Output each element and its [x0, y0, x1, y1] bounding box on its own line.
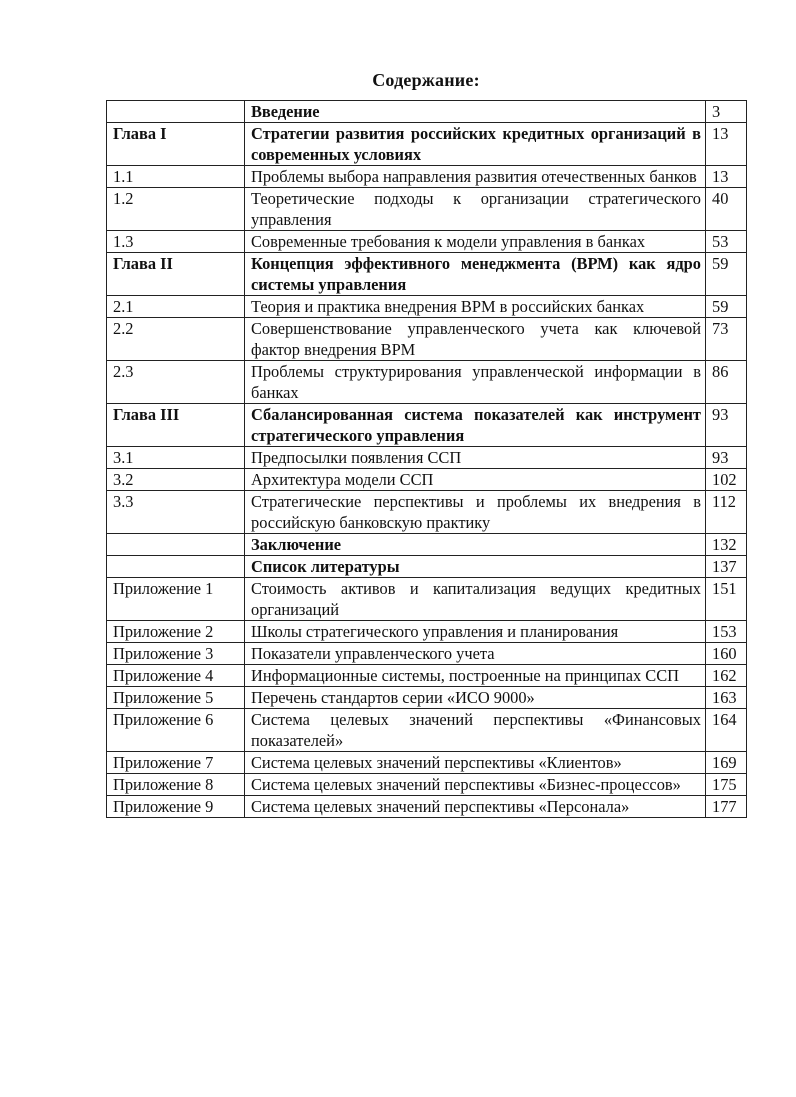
toc-row	[107, 469, 747, 491]
toc-page: 163	[706, 687, 747, 709]
toc-page: 59	[706, 296, 747, 318]
toc-row	[107, 123, 747, 166]
toc-title: Перечень стандартов серии «ИСО 9000»	[245, 687, 706, 709]
toc-number: 3.2	[107, 469, 245, 491]
toc-number: 2.1	[107, 296, 245, 318]
toc-row	[107, 687, 747, 709]
toc-number: Приложение 8	[107, 774, 245, 796]
toc-number: Глава III	[107, 404, 245, 447]
toc-page: 112	[706, 491, 747, 534]
toc-number: 2.3	[107, 361, 245, 404]
toc-page: 164	[706, 709, 747, 752]
toc-row	[107, 361, 747, 404]
toc-title: Сбалансированная система показателей как инструмент стратегического управления	[245, 404, 706, 447]
toc-number: Приложение 5	[107, 687, 245, 709]
toc-title: Система целевых значений перспективы «Финансовых показателей»	[245, 709, 706, 752]
toc-page: 175	[706, 774, 747, 796]
toc-page: 93	[706, 447, 747, 469]
toc-row	[107, 774, 747, 796]
toc-row	[107, 166, 747, 188]
toc-page: 132	[706, 534, 747, 556]
toc-title: Система целевых значений перспективы «Бизнес-процессов»	[245, 774, 706, 796]
toc-number: Приложение 4	[107, 665, 245, 687]
toc-title: Теория и практика внедрения ВРМ в российских банках	[245, 296, 706, 318]
toc-row	[107, 231, 747, 253]
toc-number	[107, 534, 245, 556]
toc-number: Приложение 6	[107, 709, 245, 752]
toc-row	[107, 556, 747, 578]
toc-number: Приложение 9	[107, 796, 245, 818]
toc-page: 169	[706, 752, 747, 774]
toc-title: Система целевых значений перспективы «Клиентов»	[245, 752, 706, 774]
toc-page: 93	[706, 404, 747, 447]
toc-title: Совершенствование управленческого учета как ключевой фактор внедрения ВРМ	[245, 318, 706, 361]
toc-title: Система целевых значений перспективы «Персонала»	[245, 796, 706, 818]
toc-page: 53	[706, 231, 747, 253]
toc-row	[107, 101, 747, 123]
toc-title: Современные требования к модели управления в банках	[245, 231, 706, 253]
toc-number: Приложение 3	[107, 643, 245, 665]
toc-title: Заключение	[245, 534, 706, 556]
toc-title: Информационные системы, построенные на принципах ССП	[245, 665, 706, 687]
toc-row	[107, 665, 747, 687]
toc-number: Приложение 1	[107, 578, 245, 621]
toc-title: Теоретические подходы к организации стратегического управления	[245, 188, 706, 231]
toc-page: 13	[706, 123, 747, 166]
toc-row	[107, 404, 747, 447]
toc-page: 86	[706, 361, 747, 404]
toc-title: Список литературы	[245, 556, 706, 578]
toc-row	[107, 447, 747, 469]
toc-title: Архитектура модели ССП	[245, 469, 706, 491]
toc-page: 162	[706, 665, 747, 687]
toc-title: Концепция эффективного менеджмента (ВРМ) как ядро системы управления	[245, 253, 706, 296]
toc-title: Стратегические перспективы и проблемы их внедрения в российскую банковскую практику	[245, 491, 706, 534]
toc-row	[107, 253, 747, 296]
toc-number: 1.2	[107, 188, 245, 231]
toc-page: 177	[706, 796, 747, 818]
toc-page: 59	[706, 253, 747, 296]
toc-number: Глава I	[107, 123, 245, 166]
toc-row	[107, 534, 747, 556]
toc-row	[107, 188, 747, 231]
toc-row	[107, 709, 747, 752]
toc-number: Глава II	[107, 253, 245, 296]
toc-row	[107, 621, 747, 643]
toc-page: 160	[706, 643, 747, 665]
toc-title: Стратегии развития российских кредитных организаций в современных условиях	[245, 123, 706, 166]
page-title: Содержание:	[372, 70, 480, 90]
toc-number: 3.3	[107, 491, 245, 534]
toc-page: 73	[706, 318, 747, 361]
toc-row	[107, 296, 747, 318]
toc-page: 3	[706, 101, 747, 123]
toc-number: Приложение 2	[107, 621, 245, 643]
toc-number	[107, 556, 245, 578]
toc-row	[107, 318, 747, 361]
toc-number: 1.3	[107, 231, 245, 253]
toc-page: 102	[706, 469, 747, 491]
toc-page: 151	[706, 578, 747, 621]
toc-row	[107, 491, 747, 534]
toc-title: Предпосылки появления ССП	[245, 447, 706, 469]
toc-row	[107, 578, 747, 621]
toc-title: Проблемы выбора направления развития отечественных банков	[245, 166, 706, 188]
toc-number: Приложение 7	[107, 752, 245, 774]
toc-page: 40	[706, 188, 747, 231]
toc-page: 137	[706, 556, 747, 578]
toc-page: 13	[706, 166, 747, 188]
toc-title: Показатели управленческого учета	[245, 643, 706, 665]
toc-title: Стоимость активов и капитализация ведущих кредитных организаций	[245, 578, 706, 621]
toc-title: Школы стратегического управления и планирования	[245, 621, 706, 643]
toc-page: 153	[706, 621, 747, 643]
toc-row	[107, 643, 747, 665]
toc-title: Введение	[245, 101, 706, 123]
toc-table	[106, 100, 747, 818]
toc-title: Проблемы структурирования управленческой информации в банках	[245, 361, 706, 404]
toc-number	[107, 101, 245, 123]
toc-number: 2.2	[107, 318, 245, 361]
toc-body	[107, 101, 747, 818]
toc-row	[107, 752, 747, 774]
toc-number: 3.1	[107, 447, 245, 469]
toc-number: 1.1	[107, 166, 245, 188]
toc-row	[107, 796, 747, 818]
